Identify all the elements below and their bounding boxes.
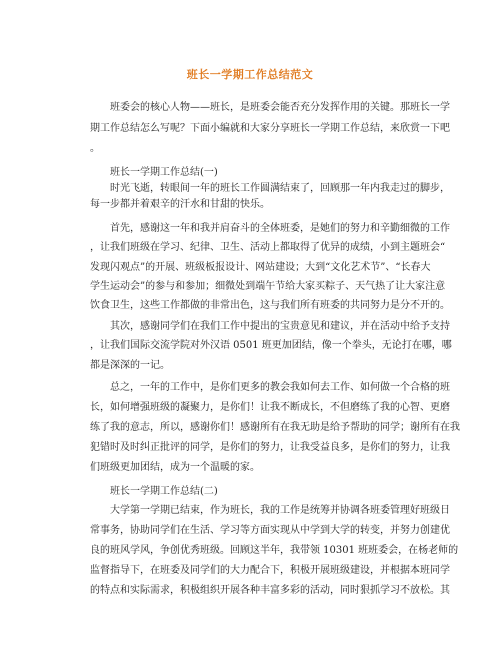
- paragraph-line: 大学第一学期已结束，作为班长，我的工作是统筹并协调各班委管理好班级日: [110, 505, 450, 516]
- paragraph-line: 其次，感谢同学们在我们工作中提出的宝贵意见和建议，并在活动中给予支持: [110, 321, 450, 332]
- paragraph-line: 们班级更加团结，成为一个温暖的家。: [90, 462, 260, 473]
- paragraph-line: 总之，一年的工作中，是你们更多的教会我如何去工作、如何做一个合格的班: [110, 382, 450, 393]
- paragraph-line: 都是深深的一记。: [90, 360, 170, 371]
- section-heading: 班长一学期工作总结(一): [110, 167, 218, 178]
- paragraph-line: 练了我的意志，所以，感谢你们！感谢所有在我无助是给予帮助的同学；谢所有在我: [90, 422, 460, 433]
- paragraph-line: 长，如何增强班级的凝聚力，是你们！让我不断成长，不但磨练了我的心智、更磨: [90, 402, 450, 413]
- paragraph-line: 监督指导下，在班委及同学们的大力配合下，积极开展班级建设，并根据本班同学: [90, 565, 450, 576]
- section-heading: 班长一学期工作总结(二): [110, 486, 218, 497]
- paragraph-line: 班委会的核心人物——班长，是班委会能否充分发挥作用的关键。那班长一学: [110, 102, 450, 113]
- paragraph-line: 犯错时及时纠正批评的同学，是你们的努力，让我受益良多，是你们的努力，让我: [90, 442, 450, 453]
- document-title: 班长一学期工作总结范文: [186, 68, 314, 81]
- paragraph-line: 首先，感谢这一年和我并肩奋斗的全体班委，是她们的努力和辛勤细微的工作: [110, 223, 450, 234]
- paragraph-line: 每一步都并着艰辛的汗水和甘甜的快乐。: [90, 199, 270, 210]
- paragraph-line: 常事务，协助同学们在生活、学习等方面实现从中学到大学的转变，并努力创建优: [90, 525, 450, 536]
- paragraph-line: ，让我们国际交流学院对外汉语 0501 班更加团结，像一个拳头，无论打在哪，哪: [90, 340, 452, 351]
- paragraph-line: ，让我们班级在学习、纪律、卫生、活动上都取得了优异的成绩，小到主题班会“: [90, 242, 446, 253]
- paragraph-line: 期工作总结怎么写呢？下面小编就和大家分享班长一学期工作总结，来欣赏一下吧: [90, 123, 450, 134]
- paragraph-line: 的特点和实际需求，积极组织开展各种丰富多彩的活动，同时狠抓学习不放松。其: [90, 585, 450, 596]
- paragraph-line: 。: [90, 143, 100, 154]
- paragraph-line: 时光飞逝，转眼间一年的班长工作圆满结束了，回顾那一年内我走过的脚步，: [110, 183, 450, 194]
- paragraph-line: 发现闪观点”的开展、班级板报设计、网站建设；大到“文化艺术节”、“长春大: [90, 262, 431, 273]
- paragraph-line: 饮食卫生，这些工作都做的非常出色，这与我们所有班委的共同努力是分不开的。: [90, 300, 450, 311]
- paragraph-line: 良的班风学风，争创优秀班级。回顾这半年，我带领 10301 班班委会，在杨老师的: [90, 545, 459, 556]
- paragraph-line: 学生运动会”的参与和参加；细微处到端午节给大家买粽子、天气热了让大家注意: [90, 281, 446, 292]
